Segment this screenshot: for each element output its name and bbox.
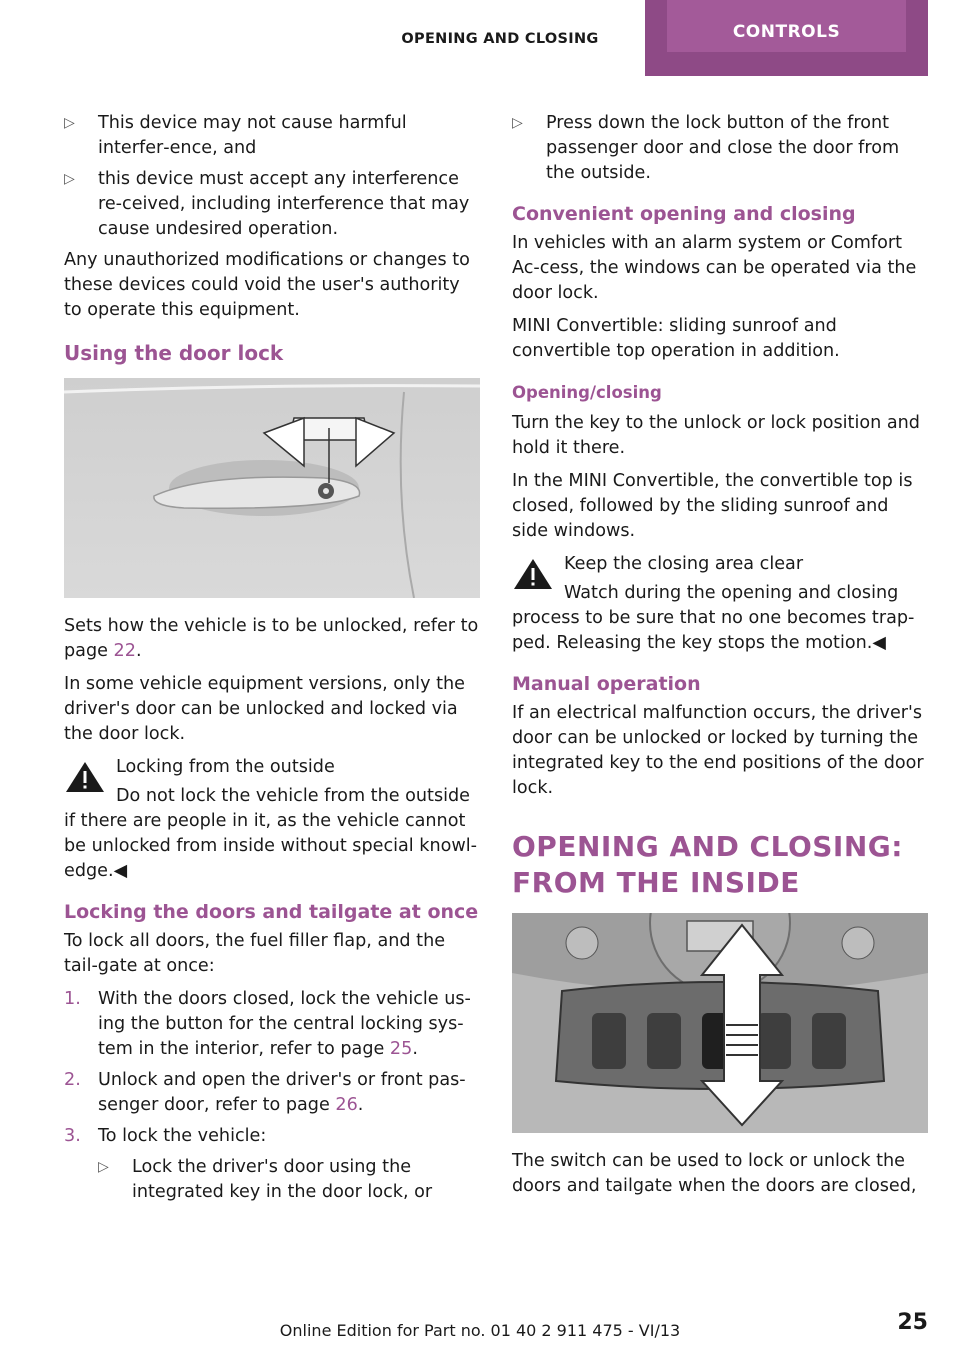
paragraph-sets: Sets how the vehicle is to be unlocked, refer to page 22.: [64, 616, 479, 661]
sub-list-item: [512, 111, 930, 186]
chapter-heading-inside: OPENING AND CLOSING: FROM THE INSIDE: [512, 830, 903, 899]
interior-switch-illustration: [512, 913, 928, 1133]
page-number: 25: [897, 1310, 928, 1335]
bullet-text: This device may not cause harmful interfer‐ence, and: [98, 113, 407, 158]
list-item: [64, 167, 482, 242]
bullet-text: this device must accept any interference re‐ceived, including interference that may cause undesired operation.: [98, 169, 470, 239]
warning-locking-outside: [64, 755, 482, 884]
paragraph-switch: The switch can be used to lock or unlock the doors and tailgate when the doors are closed,: [512, 1151, 917, 1196]
sub-list-item: [64, 1155, 482, 1205]
right-column: [512, 111, 930, 1207]
heading-opening-closing: Opening/closing: [512, 383, 662, 402]
paragraph-some-versions: In some vehicle equipment versions, only the driver's door can be unlocked and locked via the door lock.: [64, 674, 465, 744]
heading-door-lock: Using the door lock: [64, 341, 284, 365]
page-link-26[interactable]: 26: [335, 1095, 358, 1115]
footer-edition: Online Edition for Part no. 01 40 2 911 475 - VI/13: [279, 1321, 681, 1340]
paragraph-lock-all: To lock all doors, the fuel filler flap, and the tail‐gate at once:: [64, 931, 446, 976]
list-item: [64, 111, 482, 161]
sub-bullet-text: Lock the driver's door using the integrated key in the door lock, or: [132, 1157, 433, 1202]
paragraph-manual: If an electrical malfunction occurs, the driver's door can be unlocked or locked by turning the integrated key to the end positions of the door lock.: [512, 703, 924, 798]
door-lock-illustration: [64, 378, 480, 598]
sub-bullet-text: Press down the lock button of the front passenger door and close the door from the outside.: [546, 113, 900, 183]
door-handle-svg: [64, 378, 480, 598]
step-number: 3.: [64, 1126, 81, 1146]
triangle-right-icon: ▷: [98, 1159, 109, 1175]
left-column: [64, 111, 482, 1211]
warning-title: Locking from the outside: [116, 757, 335, 777]
warning-icon: [64, 759, 106, 795]
step-item: 1. With the doors closed, lock the vehicle us‐ing the button for the central locking sys‐tem in the interior, refer to page 25.: [64, 989, 471, 1059]
paragraph-authority: Any unauthorized modifications or changes to these devices could void the user's authority to operate this equipment.: [64, 250, 470, 320]
warning-icon: [512, 556, 554, 592]
heading-convenient: Convenient opening and closing: [512, 203, 856, 225]
triangle-right-icon: ▷: [64, 115, 75, 131]
paragraph-convenient: In vehicles with an alarm system or Comfort Ac‐cess, the windows can be operated via the door lock.: [512, 233, 917, 303]
paragraph-convertible: MINI Convertible: sliding sunroof and convertible top operation in addition.: [512, 316, 840, 361]
step-number: 1.: [64, 989, 81, 1009]
paragraph-turn-key: Turn the key to the unlock or lock position and hold it there.: [512, 413, 920, 458]
step-item: 2. Unlock and open the driver's or front pas‐senger door, refer to page 26.: [64, 1070, 466, 1115]
page-link-22[interactable]: 22: [113, 641, 136, 661]
triangle-right-icon: ▷: [512, 115, 523, 131]
step-item: 3. To lock the vehicle:: [64, 1124, 482, 1149]
chapter-tab: [645, 0, 928, 76]
heading-lock-all: Locking the doors and tailgate at once: [64, 901, 479, 923]
warning-closing-area: [512, 552, 930, 656]
step-number: 2.: [64, 1070, 81, 1090]
warning-body: Do not lock the vehicle from the outside if there are people in it, as the vehicle cannot be unlocked from inside without special knowl‐edge.◀: [64, 786, 478, 881]
triangle-right-icon: ▷: [64, 171, 75, 187]
paragraph-convertible-top: In the MINI Convertible, the convertible top is closed, followed by the sliding sunroof and side windows.: [512, 471, 913, 541]
chapter-tab-label: CONTROLS: [667, 0, 906, 52]
running-header-section: OPENING AND CLOSING: [401, 31, 599, 47]
warning-title: Keep the closing area clear: [564, 554, 804, 574]
page-link-25[interactable]: 25: [389, 1039, 413, 1059]
warning-body: Watch during the opening and closing process to be sure that no one becomes trap‐ped. Releasing the key stops the motion.◀: [512, 583, 915, 653]
heading-manual: Manual operation: [512, 673, 701, 695]
center-console-svg: [512, 913, 928, 1133]
